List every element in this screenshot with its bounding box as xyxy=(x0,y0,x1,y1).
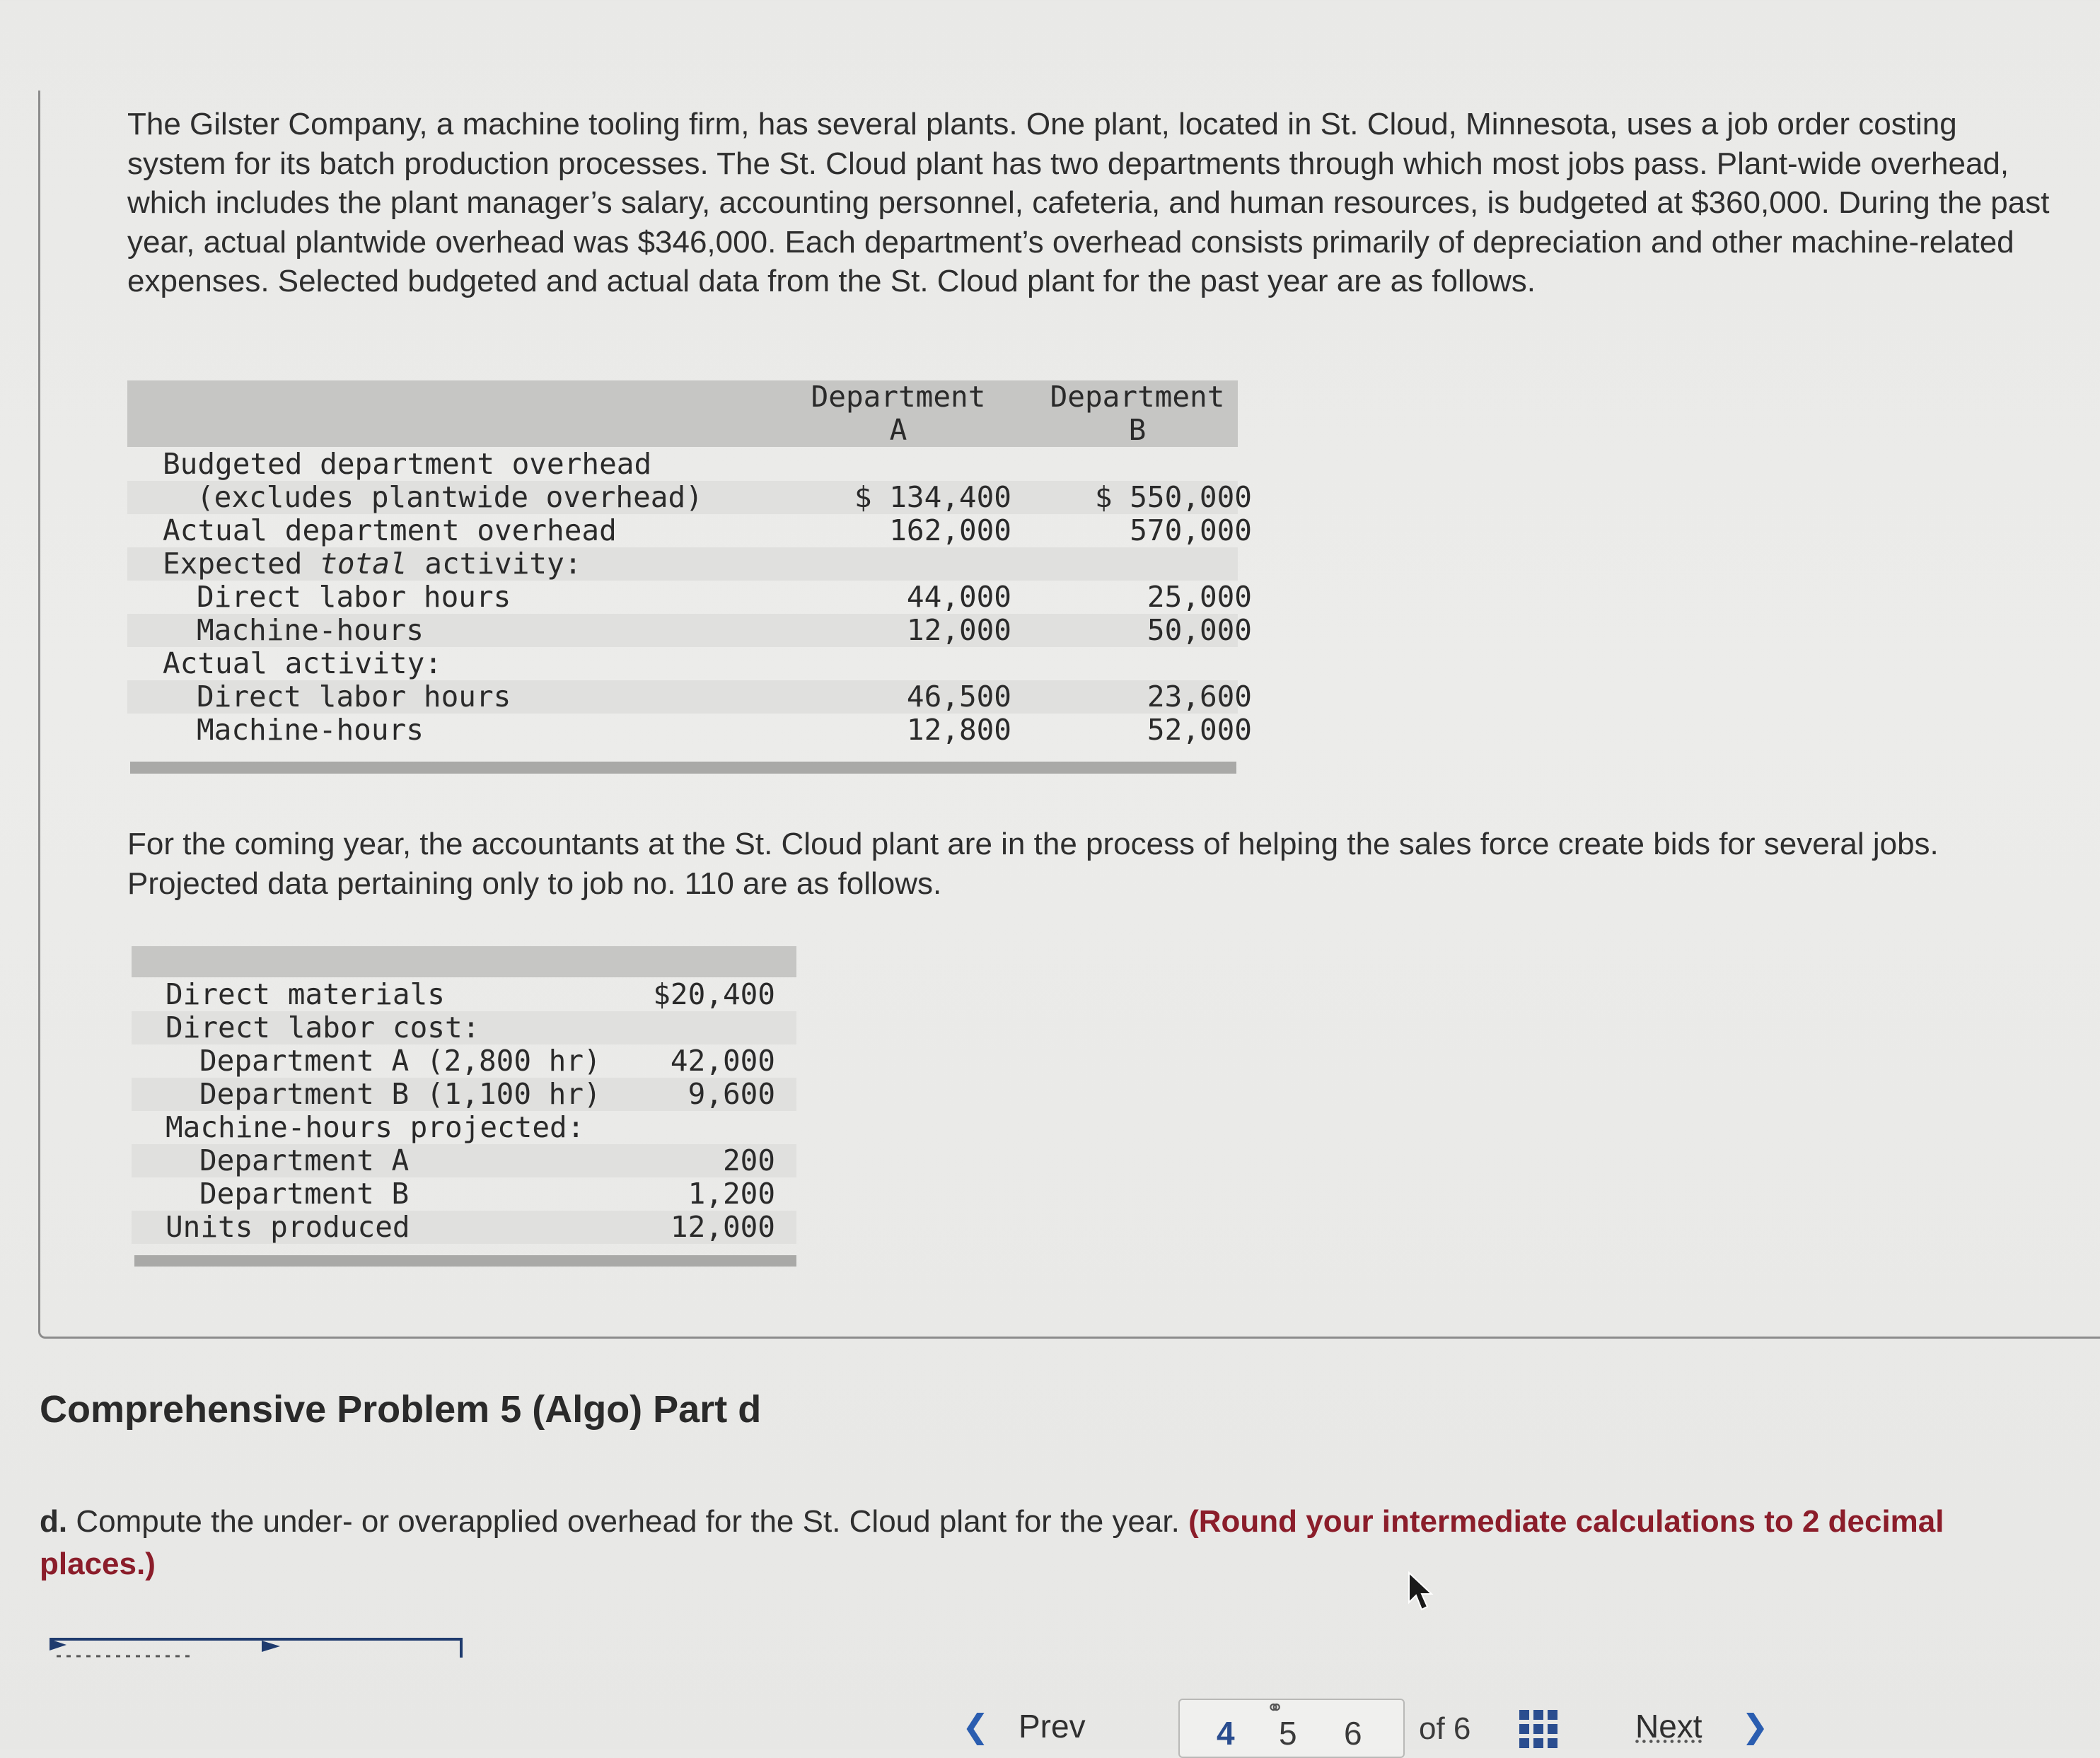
intro-paragraph: For the coming year, the accountants at the St. Cloud plant are in the process of helping the sales force create bids for several jobs. Projected data pertaining only to job no. 110 are as follows. xyxy=(127,827,1939,901)
table-row xyxy=(127,580,1252,614)
table-footer-band xyxy=(134,1255,796,1267)
dept-a-value: 12,800 xyxy=(906,713,1011,747)
row-label: (excludes plantwide overhead) xyxy=(197,480,703,514)
dept-b-value: 23,600 xyxy=(1147,680,1252,714)
link-icon: ⚭ xyxy=(1266,1696,1284,1720)
col-header-dept-a-line2: A xyxy=(889,413,907,447)
table-row xyxy=(127,547,1238,581)
row-value: $20,400 xyxy=(653,977,775,1011)
problem-title: Comprehensive Problem 5 (Algo) Part d xyxy=(40,1388,762,1431)
row-label: Direct labor hours xyxy=(197,580,511,614)
question-label: d. xyxy=(40,1504,68,1539)
row-label: Machine-hours xyxy=(197,713,424,747)
dept-a-value: 46,500 xyxy=(906,680,1011,714)
row-label: Budgeted department overhead xyxy=(163,447,652,481)
row-value: 1,200 xyxy=(688,1177,775,1211)
row-label: Machine-hours projected: xyxy=(166,1110,585,1144)
table-row xyxy=(132,1144,796,1177)
table-row xyxy=(132,1177,796,1211)
mouse-cursor-icon xyxy=(1406,1571,1434,1612)
row-label: Direct labor cost: xyxy=(166,1011,480,1044)
row-value: 9,600 xyxy=(688,1077,775,1111)
chevron-right-icon: ❯ xyxy=(1741,1708,1769,1745)
table-row xyxy=(127,713,1252,747)
row-label: Department A xyxy=(199,1143,410,1177)
table-row xyxy=(127,613,1252,647)
expand-icon xyxy=(50,1639,66,1651)
prev-label: Prev xyxy=(1019,1708,1086,1745)
table-row xyxy=(127,513,1252,547)
question-body: Compute the under- or overapplied overhead for the St. Cloud plant for the year. xyxy=(67,1504,1189,1539)
chevron-left-icon: ❮ xyxy=(962,1708,990,1745)
row-value: 12,000 xyxy=(670,1210,775,1244)
col-header-dept-b-line2: B xyxy=(1128,413,1147,447)
row-label: Units produced xyxy=(166,1210,410,1244)
dept-b-value: $ 550,000 xyxy=(1094,480,1252,514)
table-row xyxy=(132,1078,796,1111)
grid-icon[interactable] xyxy=(1519,1710,1557,1748)
table-row xyxy=(132,1011,796,1044)
col-header-dept-a-line1: Department xyxy=(811,380,986,414)
row-label: Expected total activity: xyxy=(163,547,582,581)
table-row xyxy=(132,1211,796,1244)
dept-b-value: 570,000 xyxy=(1130,513,1252,547)
col-header-dept-b-line1: Department xyxy=(1050,380,1225,414)
table-row xyxy=(127,480,1252,514)
dept-b-value: 52,000 xyxy=(1147,713,1252,747)
dept-a-value: 12,000 xyxy=(906,613,1011,647)
dept-b-value: 25,000 xyxy=(1147,580,1252,614)
table-footer-band xyxy=(130,762,1236,774)
page-6[interactable]: 6 xyxy=(1344,1715,1362,1752)
play-icon xyxy=(262,1641,280,1652)
row-label: Department A (2,800 hr) xyxy=(199,1044,601,1078)
table-row xyxy=(127,647,1238,680)
row-label: Department B (1,100 hr) xyxy=(199,1077,601,1111)
answer-section-toggle[interactable] xyxy=(50,1638,463,1659)
table-row xyxy=(132,1044,796,1078)
row-value: 200 xyxy=(722,1143,775,1177)
row-label: Direct labor hours xyxy=(197,680,511,714)
intro-paragraph: The Gilster Company, a machine tooling firm, has several plants. One plant, located in St. Cloud, Minnesota, uses a job order costing system for its batch production processes. The St. Cloud plant has two departments through which most jobs pass. Plant-wide overhead, which includes the plant manager’s salary, accounting personnel, cafeteria, and human resources, is budgeted at $360,000. During the past year, actual plantwide overhead was $346,000. Each department’s overhead consists primarily of depreciation and other machine-related expenses. Selected budgeted and actual data from the St. Cloud plant for the past year are as follows. xyxy=(127,107,2050,298)
table-row xyxy=(127,680,1252,714)
dept-a-value: 162,000 xyxy=(889,513,1011,547)
next-label: Next xyxy=(1635,1708,1702,1745)
table-row xyxy=(132,978,796,1011)
page-count: of 6 xyxy=(1419,1711,1471,1746)
dept-a-value: 44,000 xyxy=(906,580,1011,614)
row-label: Actual department overhead xyxy=(163,513,617,547)
row-label: Actual activity: xyxy=(163,646,442,680)
table-row xyxy=(127,448,1238,481)
dept-a-value: $ 134,400 xyxy=(854,480,1011,514)
row-label: Machine-hours xyxy=(197,613,424,647)
row-label: Direct materials xyxy=(166,977,445,1011)
question-text xyxy=(40,1501,2048,1585)
page-5-current[interactable]: 5 xyxy=(1279,1715,1297,1752)
dept-b-value: 50,000 xyxy=(1147,613,1252,647)
page-selector xyxy=(1178,1696,1405,1758)
row-label: Department B xyxy=(199,1177,410,1211)
page-4[interactable]: 4 xyxy=(1217,1715,1235,1752)
rounding-note: (Round your intermediate calculations to 2 decimal places.) xyxy=(40,1504,1944,1581)
table-header-band xyxy=(132,946,796,977)
table-row xyxy=(132,1111,796,1144)
row-value: 42,000 xyxy=(670,1044,775,1078)
